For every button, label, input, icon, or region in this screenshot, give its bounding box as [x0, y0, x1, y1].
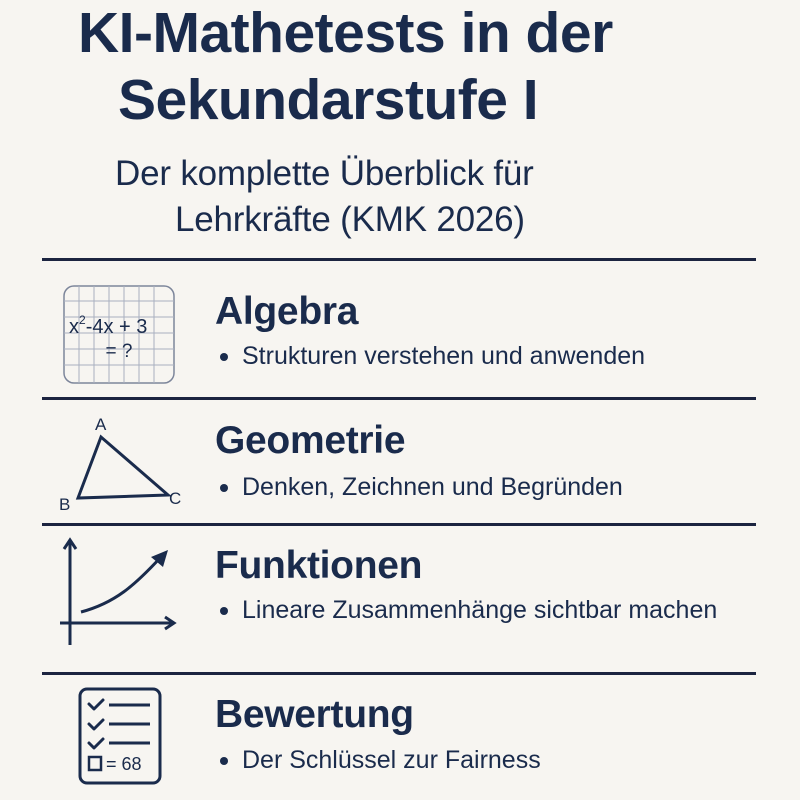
page-subtitle-line-1: Der komplette Überblick für — [115, 154, 534, 193]
checklist-icon — [78, 687, 164, 792]
bullet-text: Lineare Zusammenhänge sichtbar machen — [242, 596, 718, 624]
section-bullet-geometrie — [220, 471, 760, 503]
equation-exponent: 2 — [79, 313, 86, 327]
divider-algebra — [42, 397, 756, 400]
bullet-dot — [220, 484, 228, 492]
score-text: = 68 — [106, 754, 142, 774]
equation-rest: -4x + 3 — [85, 316, 148, 338]
divider-header — [42, 258, 756, 261]
bullet-text: Denken, Zeichnen und Begründen — [242, 473, 623, 501]
bullet-dot — [220, 607, 228, 615]
page-title-line-1: KI-Mathetests in der — [78, 1, 613, 65]
equation-base: x — [69, 316, 79, 338]
divider-funktionen — [42, 672, 756, 675]
section-bullet-funktionen — [220, 594, 720, 626]
vertex-label-c: C — [169, 489, 182, 508]
section-bullet-algebra — [220, 340, 760, 372]
bullet-dot — [220, 757, 228, 765]
section-bullet-bewertung — [220, 744, 760, 776]
equation-question: = ? — [105, 341, 133, 362]
vertex-label-b: B — [59, 495, 71, 514]
equation-grid-icon — [63, 285, 175, 390]
section-heading-geometrie: Geometrie — [215, 419, 406, 462]
bullet-dot — [220, 353, 228, 361]
page-subtitle-line-2: Lehrkräfte (KMK 2026) — [175, 200, 525, 239]
triangle-icon — [55, 410, 195, 520]
divider-geometrie — [42, 523, 756, 526]
vertex-label-a: A — [95, 415, 107, 434]
bullet-text: Der Schlüssel zur Fairness — [242, 746, 541, 774]
section-heading-algebra: Algebra — [215, 290, 359, 333]
function-graph-icon — [55, 535, 185, 655]
section-heading-bewertung: Bewertung — [215, 693, 414, 736]
section-heading-funktionen: Funktionen — [215, 544, 423, 587]
bullet-text: Strukturen verstehen und anwenden — [242, 342, 646, 370]
page-title-line-2: Sekundarstufe I — [118, 68, 539, 132]
